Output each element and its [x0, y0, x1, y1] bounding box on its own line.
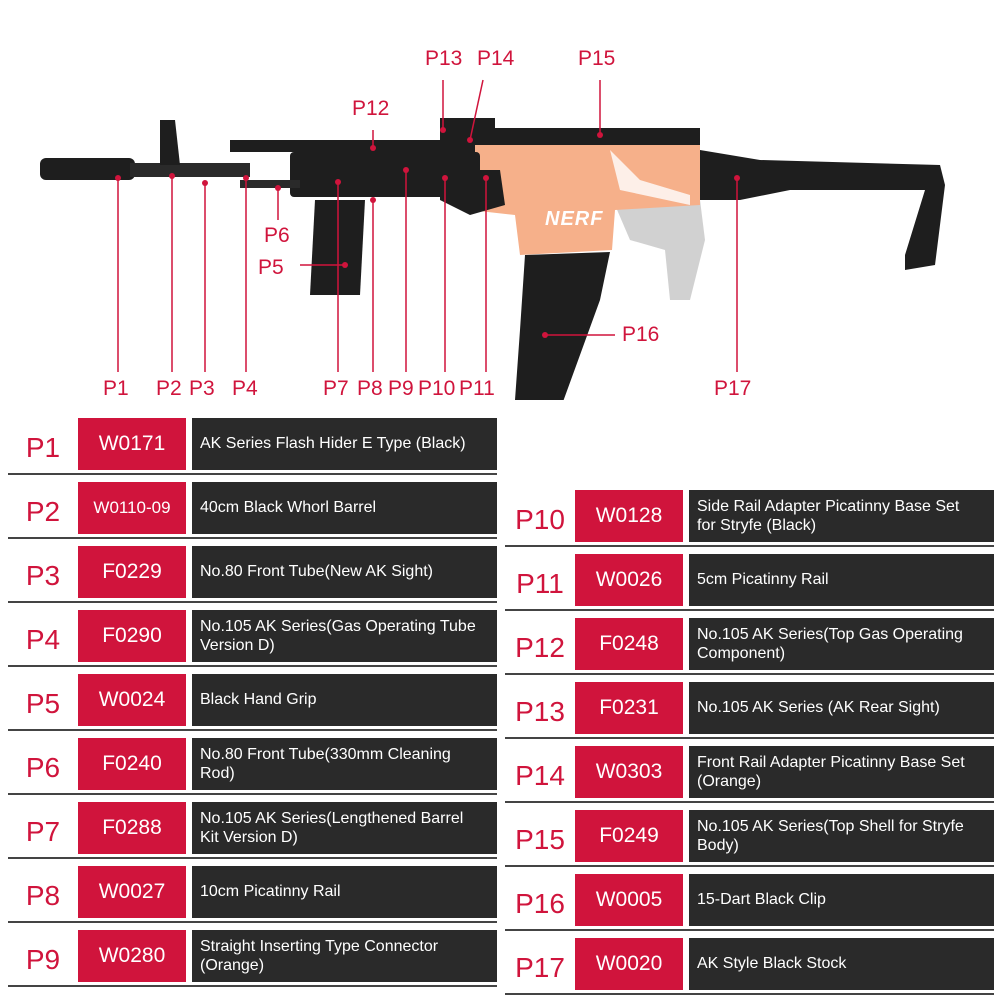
part-row	[8, 866, 497, 926]
nerf-logo: NERF	[545, 208, 604, 230]
part-code: F0290	[78, 610, 186, 662]
part-row	[505, 810, 994, 870]
part-number: P4	[25, 624, 61, 655]
row-divider	[505, 609, 994, 611]
part-code: W0027	[78, 866, 186, 918]
callout-label-p6: P6	[264, 224, 290, 247]
part-description: No.105 AK Series (AK Rear Sight)	[689, 682, 994, 734]
callout-label-p13: P13	[425, 47, 463, 70]
part-description: No.80 Front Tube(330mm Cleaning Rod)	[192, 738, 497, 790]
callout-label-p2: P2	[156, 377, 182, 400]
part-description: 40cm Black Whorl Barrel	[192, 482, 497, 534]
part-row	[8, 674, 497, 734]
part-code: F0231	[575, 682, 683, 734]
part-number: P12	[515, 632, 565, 663]
callout-label-p11: P11	[459, 377, 495, 400]
front-sight-shape	[160, 120, 180, 165]
part-number: P2	[25, 496, 61, 527]
part-row	[8, 930, 497, 990]
part-row	[505, 618, 994, 678]
part-code: W0020	[575, 938, 683, 990]
part-code: F0288	[78, 802, 186, 854]
part-row	[8, 482, 497, 542]
row-divider	[8, 601, 497, 603]
part-number: P8	[25, 880, 61, 911]
part-row	[8, 546, 497, 606]
part-description: AK Series Flash Hider E Type (Black)	[192, 418, 497, 470]
row-divider	[505, 929, 994, 931]
callout-label-p15: P15	[578, 47, 616, 70]
part-description: Straight Inserting Type Connector (Orange)	[192, 930, 497, 982]
row-divider	[8, 665, 497, 667]
callout-label-p12: P12	[352, 97, 390, 120]
part-code: W0171	[78, 418, 186, 470]
part-code: F0249	[575, 810, 683, 862]
part-code: F0229	[78, 546, 186, 598]
row-divider	[8, 921, 497, 923]
part-row	[8, 738, 497, 798]
row-divider	[505, 673, 994, 675]
part-row	[505, 554, 994, 614]
callout-label-p7: P7	[323, 377, 349, 400]
row-divider	[505, 737, 994, 739]
row-divider	[8, 473, 497, 475]
row-divider	[505, 865, 994, 867]
part-code: W0303	[575, 746, 683, 798]
row-divider	[505, 801, 994, 803]
part-description: 5cm Picatinny Rail	[689, 554, 994, 606]
part-number: P17	[515, 952, 565, 983]
part-code: W0110-09	[78, 482, 186, 534]
part-code: W0280	[78, 930, 186, 982]
callout-label-p14: P14	[477, 47, 515, 70]
part-number: P11	[516, 568, 564, 599]
part-code: W0026	[575, 554, 683, 606]
part-row	[505, 874, 994, 934]
part-number: P6	[25, 752, 61, 783]
row-divider	[8, 729, 497, 731]
flash-hider-shape	[40, 158, 135, 180]
part-number: P15	[515, 824, 565, 855]
part-row	[505, 490, 994, 550]
part-description: No.105 AK Series(Top Gas Operating Component)	[689, 618, 994, 670]
top-shell-shape	[440, 128, 700, 145]
row-divider	[505, 545, 994, 547]
part-code: W0024	[78, 674, 186, 726]
part-description: 10cm Picatinny Rail	[192, 866, 497, 918]
part-number: P9	[25, 944, 61, 975]
callout-label-p17: P17	[714, 377, 752, 400]
part-number: P14	[515, 760, 565, 791]
callout-label-p16: P16	[622, 323, 660, 346]
callout-label-p10: P10	[418, 377, 456, 400]
callout-label-p8: P8	[357, 377, 383, 400]
callout-label-p4: P4	[232, 377, 258, 400]
part-code: W0005	[575, 874, 683, 926]
callout-label-p3: P3	[189, 377, 215, 400]
part-description: 15-Dart Black Clip	[689, 874, 994, 926]
row-divider	[8, 857, 497, 859]
callout-label-p9: P9	[388, 377, 414, 400]
part-number: P7	[25, 816, 61, 847]
part-number: P16	[515, 888, 565, 919]
part-description: Black Hand Grip	[192, 674, 497, 726]
part-description: No.105 AK Series(Top Shell for Stryfe Body)	[689, 810, 994, 862]
part-number: P5	[25, 688, 61, 719]
part-description: No.80 Front Tube(New AK Sight)	[192, 546, 497, 598]
part-code: W0128	[575, 490, 683, 542]
part-row	[8, 610, 497, 670]
part-number: P1	[25, 432, 61, 463]
grey-grip-shape	[615, 200, 705, 300]
part-code: F0248	[575, 618, 683, 670]
magazine-shape	[515, 252, 610, 400]
row-divider	[8, 537, 497, 539]
callout-label-p5: P5	[258, 256, 284, 279]
row-divider	[8, 985, 497, 987]
part-code: F0240	[78, 738, 186, 790]
part-description: No.105 AK Series(Lengthened Barrel Kit Version D)	[192, 802, 497, 854]
part-row	[8, 802, 497, 862]
part-row	[505, 746, 994, 806]
part-description: AK Style Black Stock	[689, 938, 994, 990]
part-number: P13	[515, 696, 565, 727]
part-row	[505, 682, 994, 742]
part-description: Side Rail Adapter Picatinny Base Set for Stryfe (Black)	[689, 490, 994, 542]
part-row	[8, 418, 497, 478]
row-divider	[8, 793, 497, 795]
row-divider	[505, 993, 994, 995]
callout-label-p1: P1	[103, 377, 129, 400]
part-description: No.105 AK Series(Gas Operating Tube Version D)	[192, 610, 497, 662]
part-number: P3	[25, 560, 61, 591]
barrel-shape	[130, 163, 250, 177]
part-row	[505, 938, 994, 998]
part-description: Front Rail Adapter Picatinny Base Set (Orange)	[689, 746, 994, 798]
part-number: P10	[515, 504, 565, 535]
